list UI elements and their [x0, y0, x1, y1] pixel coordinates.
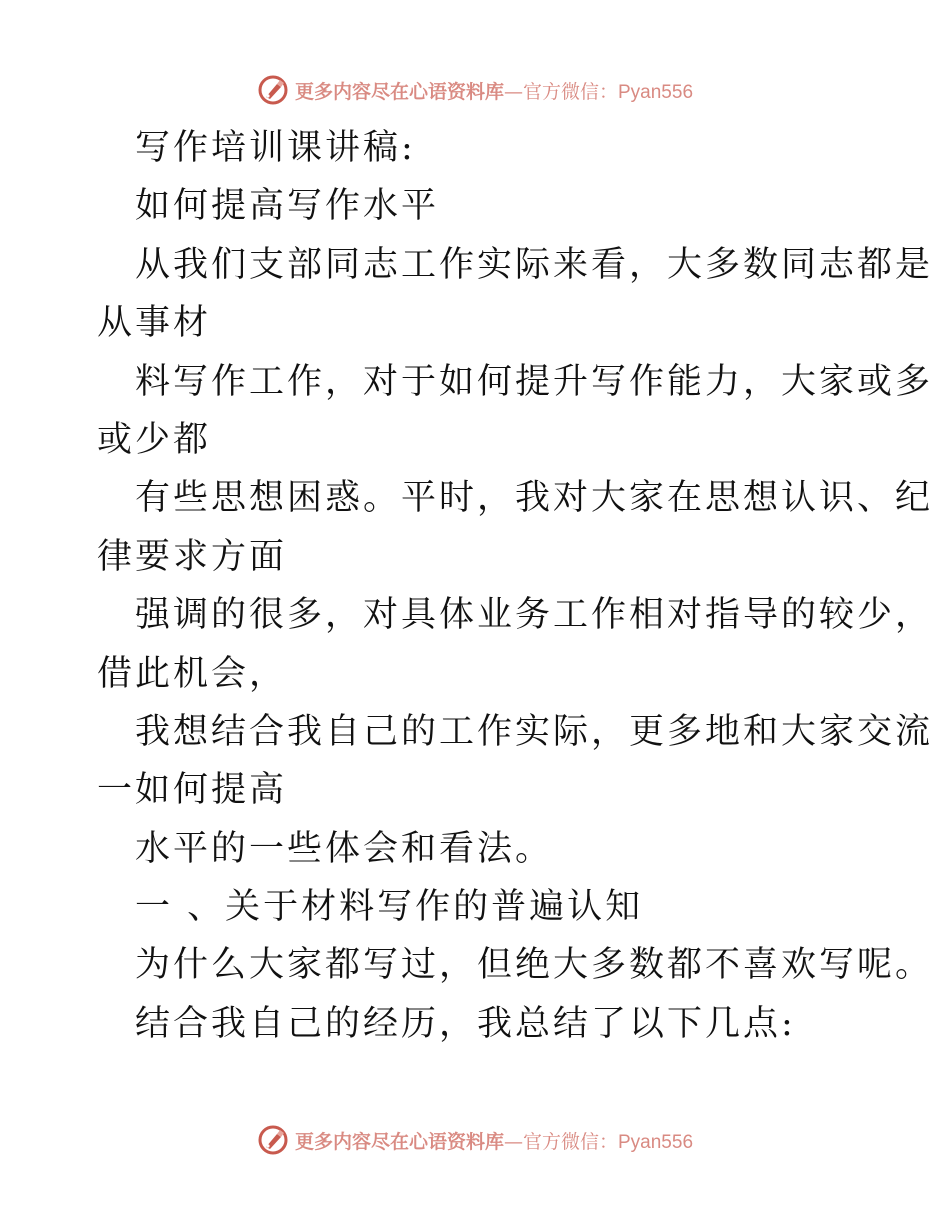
- paragraph-line: 有些思想困惑。平时，我对大家在思想认识、纪: [135, 478, 934, 519]
- paragraph-line: 或少都: [97, 419, 212, 460]
- pen-logo-icon: [257, 1124, 289, 1156]
- paragraph-line: 料写作工作，对于如何提升写作能力，大家或多: [135, 361, 934, 402]
- document-subtitle: 如何提高写作水平: [135, 186, 440, 227]
- pen-logo-icon: [257, 74, 289, 106]
- paragraph-line: 一如何提高: [97, 770, 288, 811]
- paragraph-line: 借此机会，: [97, 653, 288, 694]
- footer-watermark: [0, 1120, 950, 1160]
- paragraph-line: 从事材: [97, 303, 212, 344]
- document-title: 写作培训课讲稿:: [135, 128, 416, 168]
- paragraph-line: 律要求方面: [97, 536, 288, 577]
- paragraph-line: 结合我自己的经历，我总结了以下几点:: [135, 1003, 796, 1044]
- header-watermark: [0, 70, 950, 110]
- section-heading: 一 、关于材料写作的普遍认知: [135, 887, 644, 928]
- document-body: [97, 119, 934, 1053]
- watermark-text: 更多内容尽在心语资料库—官方微信：Pyan556: [294, 1130, 694, 1153]
- watermark-text: 更多内容尽在心语资料库—官方微信：Pyan556: [294, 80, 694, 103]
- paragraph-line: 从我们支部同志工作实际来看，大多数同志都是: [135, 244, 934, 285]
- paragraph-line: 我想结合我自己的工作实际，更多地和大家交流: [135, 711, 934, 752]
- paragraph-line: 强调的很多，对具体业务工作相对指导的较少，: [135, 595, 934, 636]
- paragraph-line: 为什么大家都写过，但绝大多数都不喜欢写呢。: [135, 945, 934, 986]
- paragraph-line: 水平的一些体会和看法。: [135, 828, 554, 869]
